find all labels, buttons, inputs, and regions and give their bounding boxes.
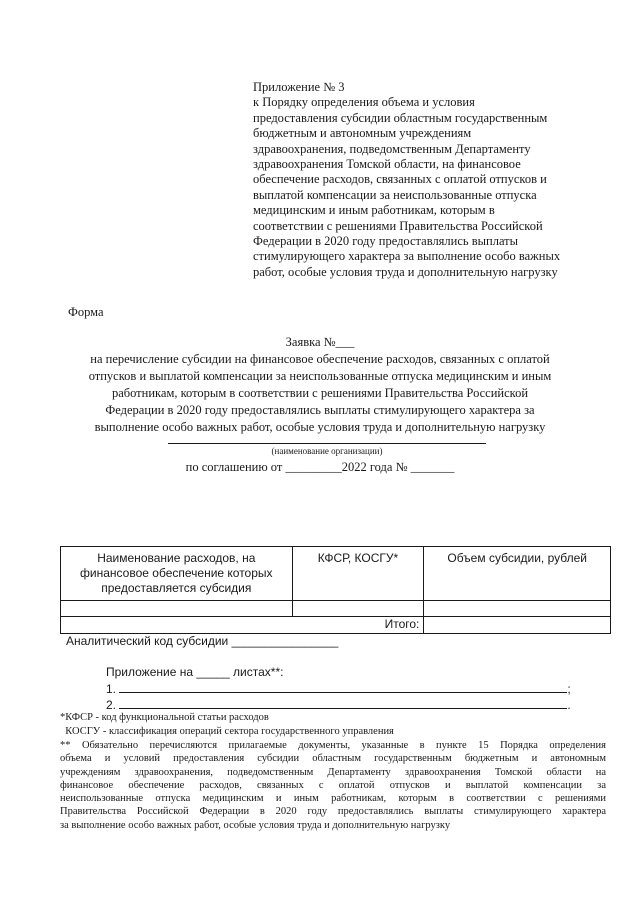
total-row: [61, 617, 611, 634]
title-line: на перечисление субсидии на финансовое обеспечение расходов, связанных с оплатой: [90, 352, 550, 366]
agreement-line: по соглашению от _________2022 года № _______: [185, 460, 455, 474]
form-label: Форма: [68, 305, 104, 319]
appendix-line: обеспечение расходов, связанных с оплатой отпусков и: [253, 172, 547, 187]
table-row: [61, 601, 611, 617]
title-line: выполнение особо важных работ, особые условия труда и дополнительную нагрузку: [94, 420, 546, 434]
footnote-line: финансовое обеспечение расходов, связанных с оплатой отпусков и выплатой компенсации за: [60, 779, 606, 791]
request-title: [60, 334, 580, 436]
attachment-item-number: 2.: [106, 698, 117, 712]
title-line: Федерации в 2020 году предоставлялись выплаты стимулирующего характера за: [105, 403, 535, 417]
footnote-line: неиспользованные отпуска медицинским и иным работникам, которым в соответствии с решениями: [60, 793, 606, 805]
appendix-line: бюджетным и автономным учреждениям: [253, 126, 472, 141]
table-cell[interactable]: [292, 601, 424, 617]
appendix-header: [253, 80, 613, 280]
appendix-line: Федерации в 2020 году предоставлялись выплаты: [253, 234, 519, 249]
title-line: работникам, которым в соответствии с решениями Правительства Российской: [111, 386, 529, 400]
appendix-line: стимулирующего характера за выполнение особо важных: [253, 249, 561, 264]
header-expense-name: Наименование расходов, на финансовое обеспечение которых предоставляется субсидия: [61, 547, 293, 601]
footnote-kosgu: [60, 726, 394, 737]
organization-name-line[interactable]: [168, 443, 486, 444]
footnote-line: Правительства Российской Федерации в 2020 году предоставлялись выплаты стимулирующего характера: [60, 806, 606, 818]
footnote-line: объема и условий предоставления субсидии областным государственным бюджетным и автономным: [60, 753, 606, 765]
footnote-line: ** Обязательно перечисляются прилагаемые документы, указанные в пункте 15 Порядка определения: [60, 740, 606, 751]
appendix-line: работ, особые условия труда и дополнительную нагрузку: [253, 264, 558, 279]
subsidy-table: [60, 546, 611, 634]
title-line: Заявка №___: [285, 335, 355, 349]
attachment-item-2: [106, 698, 571, 712]
appendix-line: выплатой компенсации за неиспользованные отпуска: [253, 187, 537, 202]
appendix-line: здравоохранения, подведомственным Департаменту: [253, 141, 531, 156]
table-cell[interactable]: [424, 601, 611, 617]
footnote-line: за выполнение особо важных работ, особые условия труда и дополнительную нагрузку: [60, 819, 451, 831]
table-header-row: [61, 547, 611, 601]
appendix-line: предоставления субсидии областным государственным: [253, 110, 548, 125]
appendix-line: к Порядку определения объема и условия: [253, 95, 475, 110]
appendix-line: медицинским и иным работникам, которым в: [253, 203, 495, 218]
header-subsidy-amount: Объем субсидии, рублей: [424, 547, 611, 601]
attachment-item-end: .: [567, 698, 571, 712]
title-line: отпусков и выплатой компенсации за неиспользованные отпуска медицинским и иным: [88, 369, 552, 383]
total-label: Итого:: [61, 617, 424, 634]
attachment-item-line[interactable]: [119, 682, 567, 693]
header-kfsr-kosgu: КФСР, КОСГУ*: [292, 547, 424, 601]
appendix-line: соответствии с решениями Правительства Российской: [253, 218, 543, 233]
attachment-item-line[interactable]: [119, 698, 567, 709]
attachment-label: Приложение на _____ листах**:: [106, 665, 284, 679]
footnote-kosgu-text: КОСГУ - классификация операций сектора государственного управления: [65, 726, 394, 737]
total-value-cell[interactable]: [424, 617, 611, 634]
attachment-item-1: [106, 682, 571, 696]
attachment-item-number: 1.: [106, 682, 117, 696]
appendix-line: здравоохранения Томской области, на финансовое: [253, 157, 521, 172]
analytic-code: Аналитический код субсидии ________________: [66, 634, 339, 648]
organization-caption: (наименование организации): [271, 446, 383, 456]
appendix-line: Приложение № 3: [253, 80, 345, 94]
table-cell[interactable]: [61, 601, 293, 617]
footnote-documents: [60, 739, 606, 832]
attachment-item-end: ;: [567, 682, 571, 696]
footnote-line: учреждениям здравоохранения, подведомственным Департаменту здравоохранения Томской области на: [60, 766, 606, 778]
footnote-kfsr: *КФСР - код функциональной статьи расходов: [60, 712, 269, 723]
